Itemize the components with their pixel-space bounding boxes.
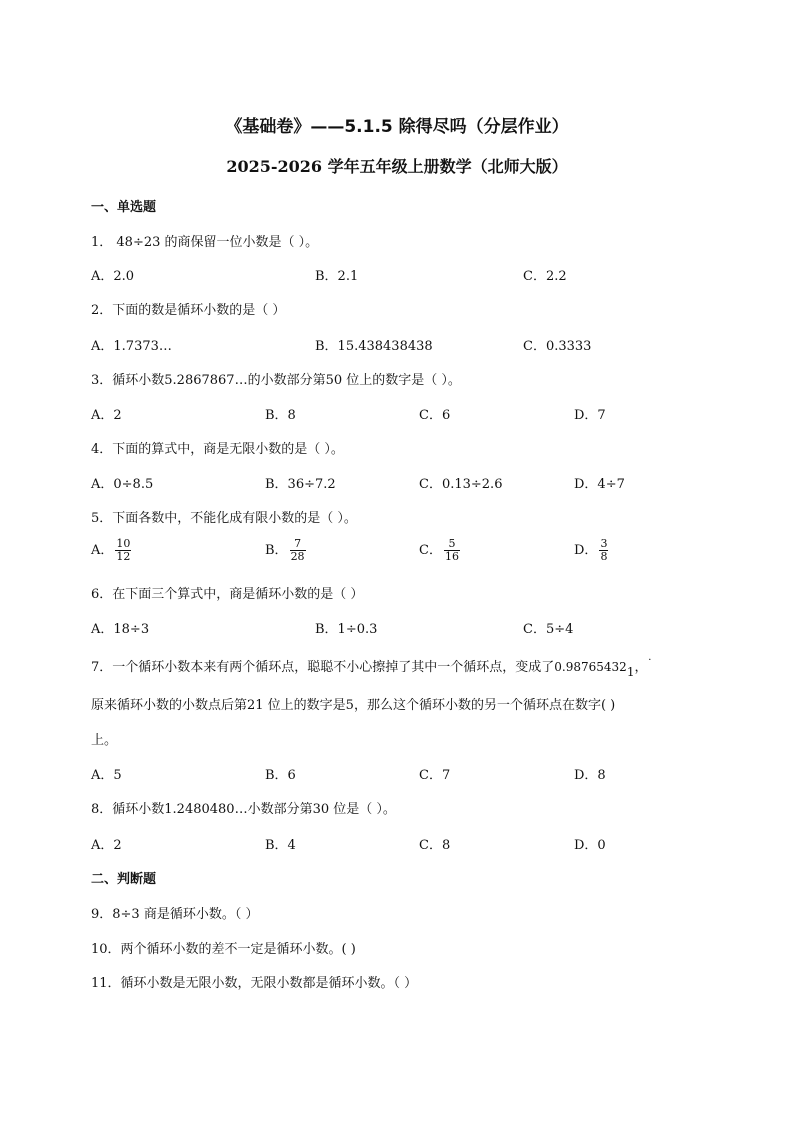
question-1-options (91, 265, 731, 285)
question-5: 5．下面各数中，不能化成有限小数的是（ ）。 (91, 511, 357, 526)
question-5-options (91, 538, 731, 568)
question-7-options (91, 764, 731, 784)
question-3: 3．循环小数5.2867867…的小数部分第50 位上的数字是（ ）。 (91, 373, 461, 388)
question-10: 10．两个循环小数的差不一定是循环小数。( ) (91, 942, 356, 957)
option-a-label: A． (91, 543, 114, 558)
option-b[interactable] (265, 538, 306, 563)
denominator: 12 (116, 550, 131, 563)
fraction (599, 538, 608, 563)
question-8-options (91, 834, 731, 854)
question-6: 6．在下面三个算式中，商是循环小数的是（ ） (91, 587, 364, 602)
fraction (115, 538, 131, 563)
repeating-decimal (554, 655, 652, 679)
option-c[interactable]: C．0.3333 (523, 339, 592, 354)
question-4: 4．下面的算式中，商是无限小数的是（ ）。 (91, 442, 344, 457)
numerator: 10 (116, 537, 131, 550)
repeating-decimal-tail: 1 (626, 665, 635, 679)
numerator: 7 (290, 538, 306, 551)
option-a[interactable]: A．0÷8.5 (91, 477, 154, 492)
question-7-line-2: 原来循环小数的小数点后第21 位上的数字是5，那么这个循环小数的另一个循环点在数字( ) (91, 698, 616, 713)
option-a[interactable]: A．1.7373… (91, 339, 172, 354)
option-b[interactable]: B．15.438438438 (315, 339, 433, 354)
section-single-choice: 一、单选题 (91, 200, 157, 215)
option-c-label: C． (419, 543, 442, 558)
question-7-line-3: 上。 (91, 733, 118, 748)
question-9: 9．8÷3 商是循环小数。（ ） (91, 907, 259, 922)
question-7-line-1 (91, 655, 652, 679)
option-a[interactable]: A．2.0 (91, 269, 135, 284)
repeat-dot-icon: · (648, 655, 652, 666)
option-c[interactable]: C．8 (419, 838, 451, 853)
question-1: 1． 48÷23 的商保留一位小数是（ ）。 (91, 235, 319, 250)
question-7-punct: ， (634, 660, 648, 675)
question-4-options (91, 473, 731, 493)
worksheet-subtitle: 2025-2026 学年五年级上册数学（北师大版） (226, 157, 568, 176)
numerator: 5 (444, 538, 460, 551)
repeating-decimal-digits: 0.98765432 (554, 660, 627, 674)
option-a[interactable]: A．18÷3 (91, 622, 150, 637)
fraction (444, 538, 460, 563)
numerator: 3 (600, 537, 608, 550)
option-a[interactable]: A．5 (91, 768, 122, 783)
worksheet-title: 《基础卷》——5.1.5 除得尽吗（分层作业） (225, 117, 569, 137)
option-c[interactable]: C．6 (419, 408, 451, 423)
question-2: 2．下面的数是循环小数的是（ ） (91, 303, 286, 318)
fraction (290, 538, 306, 563)
option-b[interactable]: B．8 (265, 408, 296, 423)
option-d[interactable]: D．8 (574, 768, 606, 783)
option-c[interactable]: C．0.13÷2.6 (419, 477, 503, 492)
option-d[interactable] (574, 538, 608, 563)
option-c[interactable] (419, 538, 460, 563)
question-3-options (91, 404, 731, 424)
option-c[interactable]: C．7 (419, 768, 451, 783)
section-true-false: 二、判断题 (91, 872, 157, 887)
option-b-label: B． (265, 543, 288, 558)
option-b[interactable]: B．36÷7.2 (265, 477, 336, 492)
option-a[interactable] (91, 538, 131, 563)
question-8: 8．循环小数1.2480480…小数部分第30 位是（ ）。 (91, 802, 396, 817)
denominator: 16 (444, 550, 459, 563)
question-7-text: 7．一个循环小数本来有两个循环点，聪聪不小心擦掉了其中一个循环点，变成了 (91, 660, 555, 675)
option-d[interactable]: D．7 (574, 408, 606, 423)
option-d[interactable]: D．4÷7 (574, 477, 625, 492)
option-a[interactable]: A．2 (91, 838, 122, 853)
option-c[interactable]: C．5÷4 (523, 622, 574, 637)
option-d-label: D． (574, 543, 598, 558)
denominator: 8 (600, 550, 608, 563)
option-a[interactable]: A．2 (91, 408, 122, 423)
question-6-options (91, 618, 731, 638)
option-d[interactable]: D．0 (574, 838, 606, 853)
option-b[interactable]: B．2.1 (315, 269, 359, 284)
option-b[interactable]: B．6 (265, 768, 296, 783)
option-b[interactable]: B．4 (265, 838, 296, 853)
option-b[interactable]: B．1÷0.3 (315, 622, 378, 637)
question-2-options (91, 335, 731, 355)
denominator: 28 (290, 550, 305, 563)
option-c[interactable]: C．2.2 (523, 269, 567, 284)
question-11: 11．循环小数是无限小数，无限小数都是循环小数。（ ） (91, 976, 418, 991)
